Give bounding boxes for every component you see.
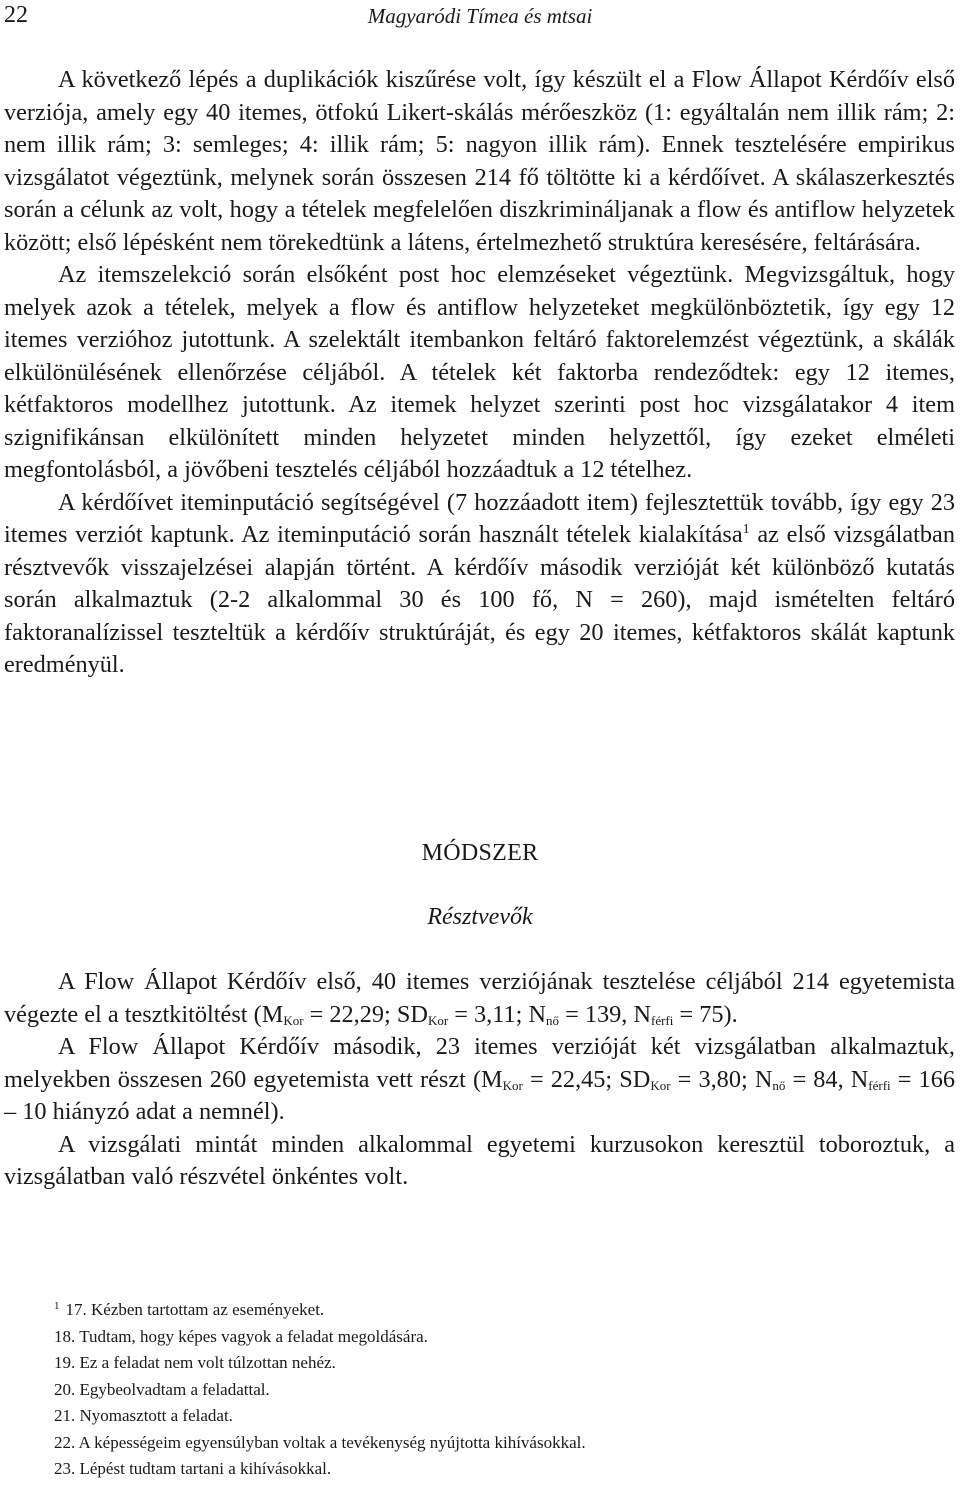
- subscript: férfi: [651, 1012, 674, 1028]
- footnote-item: 20. Egybeolvadtam a feladattal.: [54, 1379, 270, 1399]
- subscript: nő: [772, 1077, 786, 1093]
- footnote-marker: 1: [54, 1300, 60, 1312]
- subscript: férfi: [868, 1077, 891, 1093]
- paragraph-text: = 3,11; N: [448, 1000, 546, 1028]
- subscript: Kor: [427, 1012, 449, 1028]
- page-number: 22: [4, 2, 28, 28]
- paragraph-text: = 3,80; N: [670, 1065, 773, 1093]
- paragraph-text: A Flow Állapot Kérdőív első, 40 itemes verziójának tesztelése céljából 214 egyetemista végezte el a tesztkitöltést (M: [4, 968, 955, 1028]
- subscript: Kor: [502, 1077, 523, 1093]
- paragraph: Az itemszelekció során elsőként post hoc elemzéseket végeztünk. Megvizsgáltuk, hogy melyek azok a tételek, melyek a flow és antiflow helyzeteket megkülönböztetik, így egy 12 itemes verzióhoz jutottunk. A szelektált itembankon feltáró faktorelemzést végeztünk, a skálák elkülönülésének ellenőrzése céljából. A tételek két faktorba rendeződtek: egy 12 itemes, kétfaktoros modellhez jutottunk. Az itemek helyzet szerinti post hoc vizsgálatakor 4 item szignifikánsan elkülönített minden helyzetet minden helyzettől, így ezeket elméleti megfontolásból, a jövőbeni tesztelés céljából hozzáadtuk a 12 tételhez.: [4, 261, 955, 483]
- intro-text: [4, 64, 955, 682]
- paragraph-text: = 139, N: [559, 1000, 651, 1028]
- paragraph-text: az első vizsgálatban résztvevők visszajelzései alapján történt. A kérdőív második verzióját két különböző kutatás során alkalmaztuk (2-2 alkalommal 30 és 100 fő, N = 260), majd ismételten feltáró faktoranalízissel teszteltük a kérdőív struktúráját, és egy 20 itemes, kétfaktoros skálát kaptunk eredményül.: [4, 521, 955, 678]
- paragraph: [4, 1031, 955, 1129]
- participants-text: [4, 966, 955, 1194]
- footnote-item: [54, 1297, 934, 1324]
- paragraph-text: = 84, N: [785, 1065, 869, 1093]
- paragraph: [4, 487, 955, 682]
- footnote-item: 23. Lépést tudtam tartani a kihívásokkal.: [54, 1459, 332, 1478]
- subscript: Kor: [650, 1077, 671, 1093]
- paragraph-text: = 22,45; SD: [522, 1065, 651, 1093]
- subsection-title: Résztvevők: [427, 904, 533, 930]
- paragraph: A vizsgálati mintát minden alkalommal egyetemi kurzusokon keresztül toboroztuk, a vizsgálatban való részvétel önkéntes volt.: [4, 1130, 955, 1190]
- subscript: nő: [546, 1012, 559, 1028]
- footnote-item: 22. A képességeim egyensúlyban voltak a tevékenység nyújtotta kihívásokkal.: [54, 1432, 586, 1452]
- footnote-text: 17. Kézben tartottam az eseményeket.: [65, 1300, 325, 1319]
- footnote-item: 19. Ez a feladat nem volt túlzottan nehéz.: [54, 1353, 336, 1372]
- paragraph: [4, 966, 955, 1031]
- paragraph-text: = 166 – 10 hiányzó adat a nemnél).: [4, 1065, 955, 1125]
- footnote-item: 21. Nyomasztott a feladat.: [54, 1406, 233, 1425]
- footnotes: [54, 1297, 934, 1483]
- paragraph-text: A kérdőívet iteminputáció segítségével (7 hozzáadott item) fejlesztettük tovább, így egy 23 itemes verziót kaptunk. Az iteminputáció során használt tételek kialakítása: [4, 488, 955, 548]
- paragraph: A következő lépés a duplikációk kiszűrése volt, így készült el a Flow Állapot Kérdőív első verziója, amely egy 40 itemes, ötfokú Likert-skálás mérőeszköz (1: egyáltalán nem illik rám; 2: nem illik rám; 3: semleges; 4: illik rám; 5: nagyon illik rám). Ennek tesztelésére empirikus vizsgálatot végeztünk, melynek során összesen 214 fő töltötte ki a kérdőívet. A skálaszerkesztés során a célunk az volt, hogy a tételek megfelelően diszkrimináljanak a flow és antiflow helyzetek között; első lépésként nem törekedtünk a látens, értelmezhető struktúra keresésére, feltárására.: [4, 66, 955, 256]
- section-title: MÓDSZER: [421, 840, 539, 866]
- footnote-item: 18. Tudtam, hogy képes vagyok a feladat megoldására.: [54, 1326, 428, 1346]
- paragraph-text: = 75).: [673, 1000, 738, 1028]
- footnote-reference: 1: [742, 522, 750, 537]
- paragraph-text: = 22,29; SD: [303, 1000, 428, 1028]
- paragraph-text: A Flow Állapot Kérdőív második, 23 itemes verzióját két vizsgálatban alkalmaztuk, melyekben összesen 260 egyetemista vett részt (M: [4, 1033, 955, 1093]
- running-head: Magyaródi Tímea és mtsai: [367, 4, 593, 28]
- subscript: Kor: [283, 1012, 304, 1028]
